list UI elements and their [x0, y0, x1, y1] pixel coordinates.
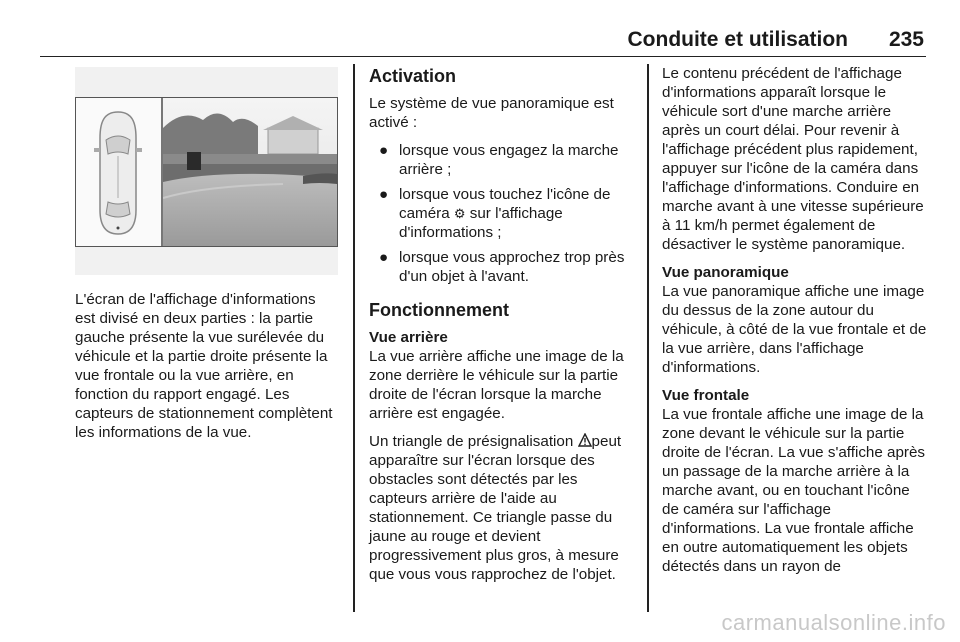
page-number: 235	[888, 28, 924, 51]
page-header	[40, 22, 926, 57]
column-divider-1	[353, 64, 355, 612]
camera-settings-icon: ⚙	[453, 206, 466, 221]
column-left	[75, 290, 340, 451]
bullet: ●	[379, 186, 389, 203]
list-item-text: sur l'affichage d'informations ;	[399, 205, 563, 241]
subheading-panoramic-view: Vue panoramique	[662, 264, 789, 281]
column-divider-2	[647, 64, 649, 612]
figure-caption: L'écran de l'affichage d'informations est divisé en deux parties : la partie gauche présente la vue surélevée du véhicule et la partie droite présente la vue frontale ou la vue arrière, en fonction du rapport engagé. Les capteurs de stationnement complètent les informations de la vue.	[75, 291, 333, 441]
subheading-front-view: Vue frontale	[662, 387, 750, 404]
display-screen	[75, 97, 338, 247]
camera-image	[163, 98, 337, 246]
car-top-icon	[76, 98, 161, 246]
front-view-text: La vue frontale affiche une image de la zone devant le véhicule sur la partie droite de l'écran. La vue s'affiche après un passage de la marche arrière à la marche avant, ou en touchant l'icône de caméra sur l'affichage d'informations. La vue frontale affiche en outre automatiquement les objets détectés dans un rayon de	[662, 406, 926, 575]
heading-activation: Activation	[369, 66, 457, 86]
rear-view-text: La vue arrière affiche une image de la zone derrière le véhicule sur la partie droite de l'écran lorsque la marche arrière est engagée.	[369, 348, 624, 422]
watermark: carmanualsonline.info	[721, 610, 946, 635]
list-item	[369, 141, 634, 179]
list-item-text: lorsque vous approchez trop près d'un objet à l'avant.	[399, 249, 625, 285]
warning-triangle-icon	[578, 433, 592, 447]
panoramic-view-text: La vue panoramique affiche une image du dessus de la zone autour du véhicule, à côté de la vue frontale et de la vue arrière, dans l'affichage d'informations.	[662, 283, 927, 376]
heading-fonctionnement: Fonctionnement	[369, 300, 509, 320]
return-display-text: Le contenu précédent de l'affichage d'informations apparaît lorsque le véhicule sort d'une marche arrière après un court délai. Pour revenir à l'affichage précédent plus rapidement, appuyer sur l'icône de la caméra dans l'affichage d'informations. Conduire en marche avant à une vitesse supérieure à 11 km/h permet également de désactiver le système panoramique.	[662, 65, 924, 253]
list-item-text: lorsque vous touchez l'icône de caméra	[399, 186, 611, 222]
camera-display-figure	[75, 67, 338, 275]
overhead-vehicle-view	[76, 98, 163, 246]
activation-intro: Le système de vue panoramique est activé :	[369, 95, 614, 131]
list-item	[369, 248, 634, 286]
triangle-text-pre: Un triangle de présignalisation	[369, 433, 578, 450]
activation-list	[369, 141, 634, 286]
column-right	[662, 64, 927, 585]
bullet: ●	[379, 249, 389, 266]
bullet: ●	[379, 142, 389, 159]
triangle-text	[369, 432, 634, 584]
rear-camera-view	[163, 98, 337, 246]
triangle-text-post: peut apparaître sur l'écran lorsque des obstacles sont détectés par les capteurs arrière de l'aide au stationnement. Ce triangle passe du jaune au rouge et devient progressivement plus gros, à mesure que vous vous rapprochez de l'objet.	[369, 433, 622, 583]
list-item	[369, 185, 634, 242]
subheading-rear-view: Vue arrière	[369, 329, 448, 346]
column-middle	[369, 64, 634, 593]
list-item-text: lorsque vous engagez la marche arrière ;	[399, 142, 619, 178]
header-title: Conduite et utilisation	[627, 28, 848, 51]
